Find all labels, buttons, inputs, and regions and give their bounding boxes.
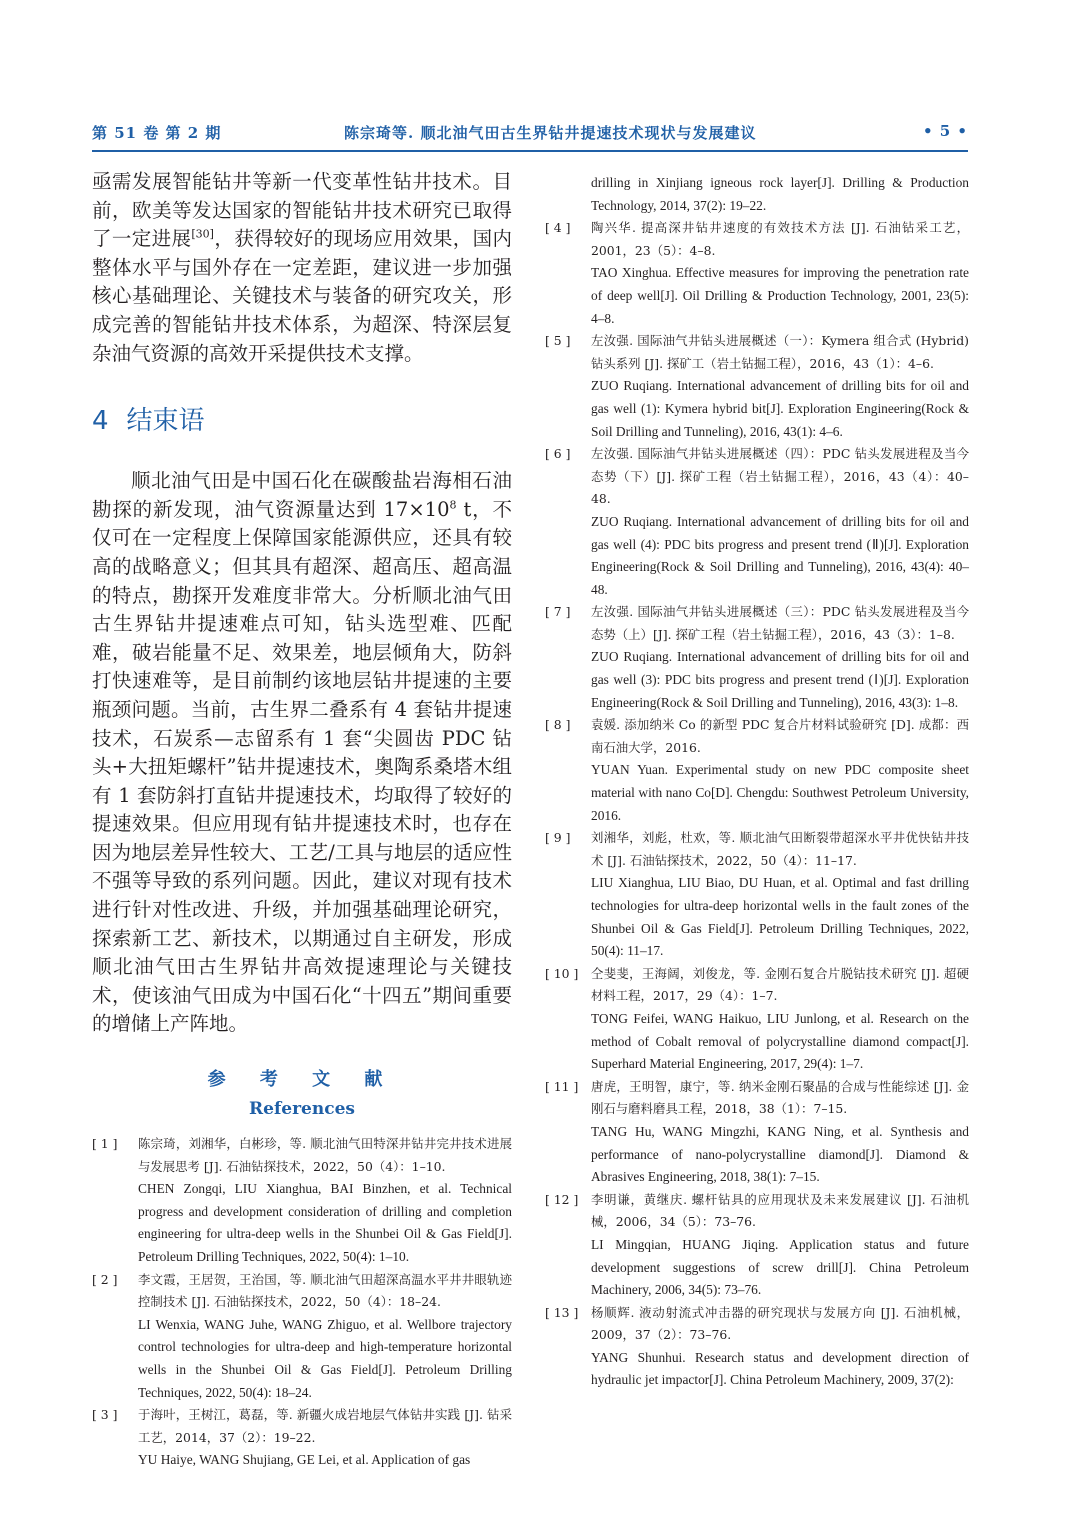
section-title: 结束语 — [126, 406, 205, 437]
reference-item — [545, 1076, 969, 1189]
paragraph-text: ，获得较好的现场应用效果，国内整体水平与国外存在一定差距，建议进一步加强核心基础理论、关键技术与装备的研究攻关，形成完善的智能钻井技术体系，为超深、特深层复杂油气资源的高效开采提供技术支撑。 — [92, 227, 512, 365]
reference-cn-text: 左汝强. 国际油气井钻头进展概述（三）：PDC 钻头发展进程及当今态势（上）[J]. 探矿工程（岩土钻掘工程），2016，43（3）：1–8. — [591, 604, 969, 642]
references-title-cn: 参 考 文 献 — [207, 1069, 397, 1091]
section-heading — [92, 400, 512, 437]
header-divider — [92, 150, 968, 152]
reference-number: [ 1 ] — [92, 1136, 118, 1152]
reference-item — [92, 1133, 512, 1269]
reference-en-text: LI Wenxia, WANG Juhe, WANG Zhiguo, et al. Wellbore trajectory control technologies for ultra-deep and high-temperature horizontal wells in the Shunbei Oil & Gas Field[J]. Petroleum Drilling Techniques, 2022, 50(4): 18–24. — [138, 1316, 512, 1400]
references-title-en: References — [249, 1099, 355, 1120]
exponent-superscript: 8 — [449, 498, 457, 512]
reference-item — [545, 963, 969, 1076]
paragraph-text: 亟需发展智能钻井等新一代变革性钻井技术。目前，欧美等发达国家的智能钻井技术研究已取得了一定进展 — [92, 170, 512, 251]
reference-item — [545, 1302, 969, 1392]
reference-list-right — [545, 217, 969, 1392]
reference-number: [ 4 ] — [545, 220, 571, 236]
reference-item — [545, 601, 969, 714]
reference-item — [545, 330, 969, 443]
reference-en-text: YANG Shunhui. Research status and development direction of hydraulic jet impactor[J]. China Petroleum Machinery, 2009, 37(2): — [591, 1349, 969, 1388]
reference-cn-text: 陈宗琦，刘湘华，白彬珍，等. 顺北油气田特深井钻井完井技术进展与发展思考 [J]. 石油钻探技术，2022，50（4）：1–10. — [138, 1136, 512, 1174]
body-paragraph-continued — [92, 168, 512, 368]
reference-item — [545, 714, 969, 827]
right-column — [545, 172, 969, 1392]
reference-cn-text: 仝斐斐，王海阔，刘俊龙，等. 金刚石复合片脱钴技术研究 [J]. 超硬材料工程，2017，29（4）：1–7. — [591, 965, 969, 1004]
left-column — [92, 168, 512, 1472]
reference-number: [ 3 ] — [92, 1407, 118, 1423]
journal-volume-issue: 第 51 卷 第 2 期 — [92, 124, 222, 142]
reference-item — [545, 1189, 969, 1302]
reference-cn-text: 刘湘华，刘彪，杜欢，等. 顺北油气田断裂带超深水平井优快钻井技术 [J]. 石油钻探技术，2022，50（4）：11–17. — [591, 830, 969, 868]
reference-cn-text: 陶兴华. 提高深井钻井速度的有效技术方法 [J]. 石油钻采工艺，2001，23（5）：4–8. — [591, 220, 969, 258]
paragraph-text: t，不仅可在一定程度上保障国家能源供应，还具有较高的战略意义；但其具有超深、超高压、超高温的特点，勘探开发难度非常大。分析顺北油气田古生界钻井提速难点可知，钻头选型难、匹配难，破岩能量不足、效果差，地层倾角大，防斜打快速难等，是目前制约该地层钻井提速的主要瓶颈问题。当前，古生界二叠系有 4 套钻井提速技术，石炭系—志留系有 1 套“尖圆齿 PDC 钻头+大扭矩螺杆”钻井提速技术，奥陶系桑塔木组有 1 套防斜打直钻井提速技术，均取得了较好的提速效果。但应用现有钻井提速技术时，也存在因为地层差异性较大、工艺/工具与地层的适应性不强等导致的系列问题。因此，建议对现有技术进行针对性改进、升级，并加强基础理论研究，探索新工艺、新技术，以期通过自主研发，形成顺北油气田古生界钻井高效提速理论与关键技术，使该油气田成为中国石化“十四五”期间重要的增储上产阵地。 — [92, 497, 512, 1036]
reference-number: [ 11 ] — [545, 1078, 579, 1094]
conclusion-paragraph — [92, 467, 512, 1039]
reference-en-text: TONG Feifei, WANG Haikuo, LIU Junlong, et al. Research on the method of Cobalt removal of polycrystalline diamond compact[J]. Superhard Material Engineering, 2017, 29(4): 1–7. — [591, 1010, 969, 1072]
reference-item — [92, 1269, 512, 1405]
reference-en-text: ZUO Ruqiang. International advancement of drilling bits for oil and gas well (1): Kymera hybrid bit[J]. Exploration Engineering(Rock & Soil Drilling and Tunneling), 2016, 43(1): 4–6. — [591, 378, 969, 439]
reference-en-text: ZUO Ruqiang. International advancement of drilling bits for oil and gas well (3): PDC bits progress and present trend (Ⅰ)[J]. Exploration Engineering(Rock & Soil Drilling and Tunneling), 2016, 43(3): 1–8. — [591, 649, 969, 710]
page-number: • 5 • — [922, 122, 968, 140]
reference-en-text: YU Haiye, WANG Shujiang, GE Lei, et al. Application of gas — [138, 1452, 471, 1468]
reference-list-left — [92, 1133, 512, 1472]
reference-en-text: LIU Xianghua, LIU Biao, DU Huan, et al. Optimal and fast drilling technologies for ultra-deep horizontal wells in the fault zones of the Shunbei Oil & Gas Field[J]. Petroleum Drilling Techniques, 2022, 50(4): 11–17. — [591, 875, 969, 959]
reference-number: [ 6 ] — [545, 446, 571, 462]
reference-continuation: drilling in Xinjiang igneous rock layer[J]. Drilling & Production Technology, 2014, 37(2): 19–22. — [591, 175, 969, 213]
reference-number: [ 9 ] — [545, 830, 571, 846]
reference-item — [545, 827, 969, 963]
reference-cn-text: 唐虎，王明智，康宁，等. 纳米金刚石聚晶的合成与性能综述 [J]. 金刚石与磨料磨具工程，2018，38（1）：7–15. — [591, 1078, 969, 1117]
reference-cn-text: 左汝强. 国际油气井钻头进展概述（四）：PDC 钻头发展进程及当今态势（下）[J]. 探矿工程（岩土钻掘工程），2016，43（4）：40–48. — [591, 446, 969, 507]
reference-item — [545, 217, 969, 330]
running-header — [92, 122, 968, 148]
section-number: 4 — [92, 406, 109, 437]
reference-cn-text: 李文霞，王居贺，王治国，等. 顺北油气田超深高温水平井井眼轨迹控制技术 [J]. 石油钻探技术，2022，50（4）：18–24. — [138, 1271, 512, 1310]
reference-en-text: TANG Hu, WANG Mingzhi, KANG Ning, et al. Synthesis and performance of nano-polycrystalline diamond[J]. Diamond & Abrasives Engineering, 2018, 38(1): 7–15. — [591, 1123, 969, 1185]
reference-number: [ 5 ] — [545, 333, 571, 349]
reference-number: [ 8 ] — [545, 717, 571, 733]
reference-number: [ 2 ] — [92, 1271, 118, 1287]
citation-superscript[interactable]: [30] — [191, 227, 214, 241]
reference-cn-text: 于海叶，王树江，葛磊，等. 新疆火成岩地层气体钻井实践 [J]. 钻采工艺，2014，37（2）：19–22. — [138, 1407, 512, 1445]
reference-cn-text: 李明谦，黄继庆. 螺杆钻具的应用现状及未来发展建议 [J]. 石油机械，2006，34（5）：73–76. — [591, 1191, 969, 1230]
reference-number: [ 7 ] — [545, 604, 571, 620]
reference-en-text: ZUO Ruqiang. International advancement of drilling bits for oil and gas well (4): PDC bits progress and present trend (Ⅱ)[J]. Exploration Engineering(Rock & Soil Drilling and Tunneling), 2016, 43(4): 40–48. — [591, 513, 969, 597]
reference-number: [ 10 ] — [545, 965, 579, 981]
reference-cn-text: 杨顺辉. 液动射流式冲击器的研究现状与发展方向 [J]. 石油机械，2009，37（2）：73–76. — [591, 1304, 969, 1343]
reference-cn-text: 袁媛. 添加纳米 Co 的新型 PDC 复合片材料试验研究 [D]. 成都：西南石油大学，2016. — [591, 717, 969, 755]
running-title: 陈宗琦等. 顺北油气田古生界钻井提速技术现状与发展建议 — [344, 124, 757, 142]
reference-en-text: YUAN Yuan. Experimental study on new PDC composite sheet material with nano Co[D]. Chengdu: Southwest Petroleum University, 2016. — [591, 762, 969, 823]
reference-number: [ 12 ] — [545, 1191, 579, 1207]
reference-en-text: CHEN Zongqi, LIU Xianghua, BAI Binzhen, et al. Technical progress and development consideration of drilling and completion engineering for ultra-deep wells in the Shunbei Oil & Gas Field[J]. Petroleum Drilling Techniques, 2022, 50(4): 1–10. — [138, 1181, 512, 1264]
reference-number: [ 13 ] — [545, 1304, 579, 1320]
reference-item — [92, 1404, 512, 1472]
paragraph-text: 顺北油气田是中国石化在碳酸盐岩海相石油勘探的新发现，油气资源量达到 17×10 — [92, 469, 512, 521]
reference-cn-text: 左汝强. 国际油气井钻头进展概述（一）：Kymera 组合式 (Hybrid) 钻头系列 [J]. 探矿工（岩土钻掘工程），2016，43（1）：4–6. — [591, 333, 969, 371]
reference-en-text: TAO Xinghua. Effective measures for improving the penetration rate of deep well[J]. Oil Drilling & Production Technology, 2001, 23(5): 4–8. — [591, 265, 969, 326]
reference-item — [545, 443, 969, 601]
reference-en-text: LI Mingqian, HUANG Jiqing. Application status and future development suggestions of screw drill[J]. China Petroleum Machinery, 2006, 34(5): 73–76. — [591, 1236, 969, 1298]
